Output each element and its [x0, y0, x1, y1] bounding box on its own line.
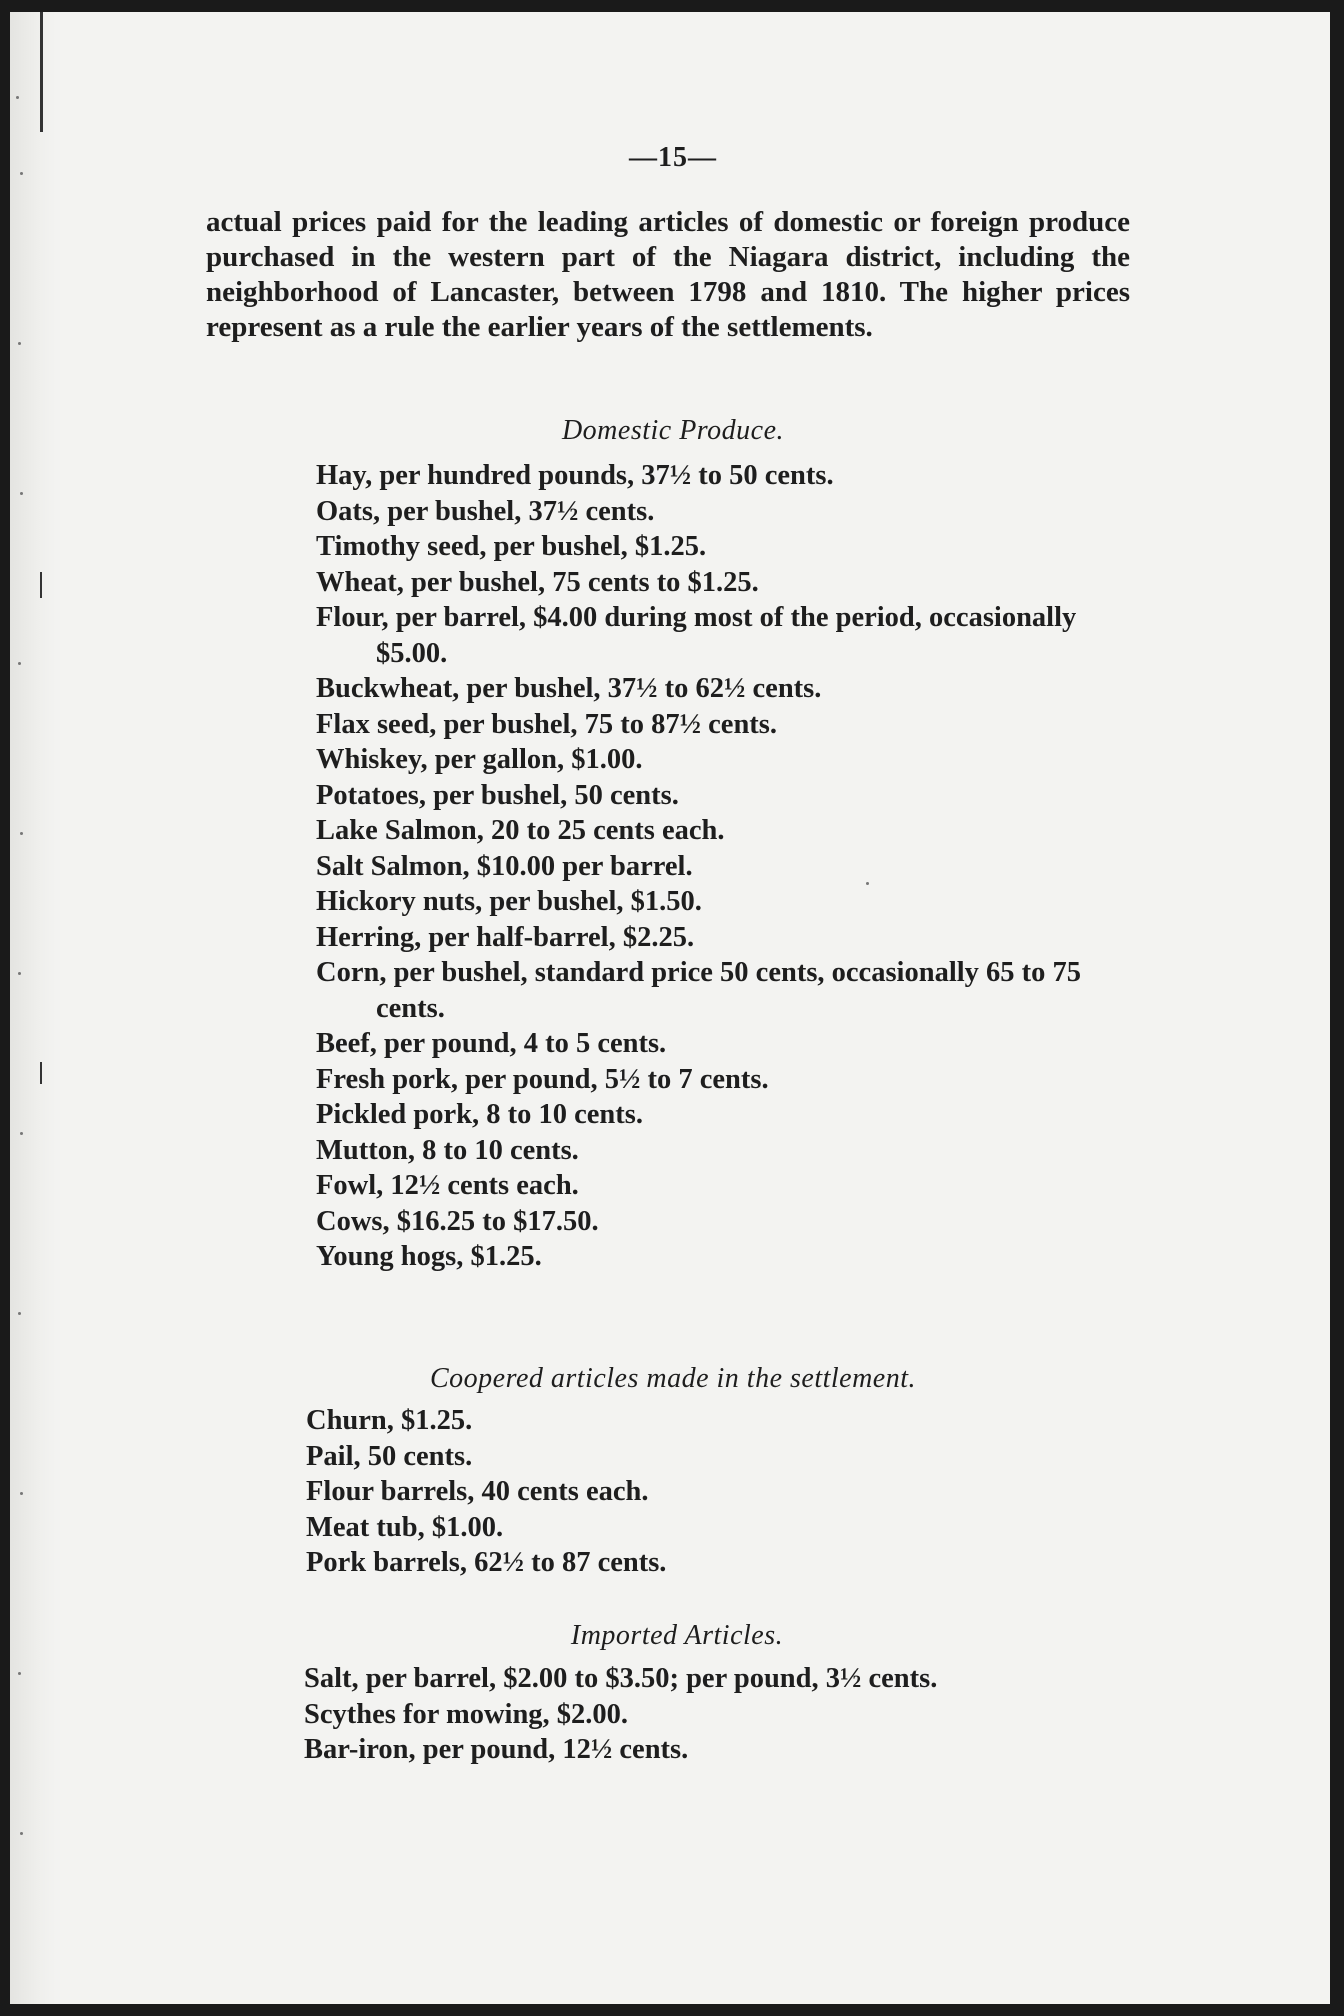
list-item: Flour, per barrel, $4.00 during most of the period, occasionally $5.00.	[316, 602, 1077, 669]
list-item: Timothy seed, per bushel, $1.25.	[316, 531, 707, 562]
list-item: Potatoes, per bushel, 50 cents.	[316, 779, 679, 811]
binding-shadow-mark	[40, 12, 43, 132]
list-item: Herring, per half-barrel, $2.25.	[316, 921, 695, 953]
list-item: Meat tub, $1.00.	[306, 1511, 504, 1543]
list-item: Fresh pork, per pound, 5½ to 7 cents.	[316, 1063, 769, 1095]
binding-shadow-mark	[40, 572, 42, 598]
section-heading-domestic-produce: Domestic Produce.	[561, 415, 785, 446]
intro-paragraph: actual prices paid for the leading articles of domestic or foreign produce purchased in the western part of the Niagara district, including the neighborhood of Lancaster, between 1798 and 1810. The higher prices represent as a rule the earlier years of the settlements.	[206, 206, 1130, 343]
list-item: Scythes for mowing, $2.00.	[304, 1698, 629, 1730]
scan-speck	[18, 972, 21, 975]
section-heading-imported-articles: Imported Articles.	[570, 1620, 784, 1651]
scan-speck	[20, 1832, 23, 1835]
binding-shadow-mark	[40, 1062, 42, 1084]
price-list-domestic	[316, 458, 1141, 1275]
list-item: Oats, per bushel, 37½ cents.	[316, 495, 655, 527]
list-item: Whiskey, per gallon, $1.00.	[316, 744, 643, 775]
list-item: Pickled pork, 8 to 10 cents.	[316, 1099, 643, 1130]
list-item: Wheat, per bushel, 75 cents to $1.25.	[316, 566, 759, 598]
list-item: Hay, per hundred pounds, 37½ to 50 cents.	[316, 460, 834, 491]
scan-speck	[20, 1132, 23, 1135]
list-item: Salt, per barrel, $2.00 to $3.50; per pound, 3½ cents.	[304, 1663, 938, 1694]
scan-speck	[18, 1312, 21, 1315]
list-item: Flax seed, per bushel, 75 to 87½ cents.	[316, 708, 778, 740]
list-item: Cows, $16.25 to $17.50.	[316, 1205, 599, 1237]
scan-speck	[20, 492, 23, 495]
book-page	[10, 12, 1330, 2004]
price-list-coopered	[306, 1403, 1136, 1581]
scan-speck	[18, 1672, 21, 1675]
scan-speck	[18, 662, 21, 665]
list-item: Flour barrels, 40 cents each.	[306, 1476, 649, 1507]
scan-speck	[20, 1492, 23, 1495]
scan-speck	[20, 172, 23, 175]
list-item: Bar-iron, per pound, 12½ cents.	[304, 1734, 689, 1765]
list-item: Mutton, 8 to 10 cents.	[316, 1134, 579, 1166]
list-item: Hickory nuts, per bushel, $1.50.	[316, 886, 702, 917]
section-heading-coopered-articles: Coopered articles made in the settlement.	[429, 1363, 917, 1394]
list-item: Lake Salmon, 20 to 25 cents each.	[316, 815, 725, 846]
list-item: Churn, $1.25.	[306, 1405, 473, 1436]
list-item: Beef, per pound, 4 to 5 cents.	[316, 1028, 667, 1059]
scan-speck	[18, 342, 21, 345]
list-item: Fowl, 12½ cents each.	[316, 1170, 579, 1201]
list-item: Salt Salmon, $10.00 per barrel.	[316, 850, 693, 882]
page-number: —15—	[629, 142, 717, 173]
scan-speck	[20, 832, 23, 835]
scan-speck	[16, 96, 19, 99]
price-list-imported	[304, 1661, 1144, 1768]
list-item: Pail, 50 cents.	[306, 1440, 473, 1472]
list-item: Pork barrels, 62½ to 87 cents.	[306, 1547, 667, 1578]
list-item: Buckwheat, per bushel, 37½ to 62½ cents.	[316, 673, 822, 704]
list-item: Corn, per bushel, standard price 50 cents, occasionally 65 to 75 cents.	[316, 957, 1082, 1024]
page-binding-edge	[10, 12, 56, 2004]
list-item: Young hogs, $1.25.	[316, 1241, 542, 1272]
